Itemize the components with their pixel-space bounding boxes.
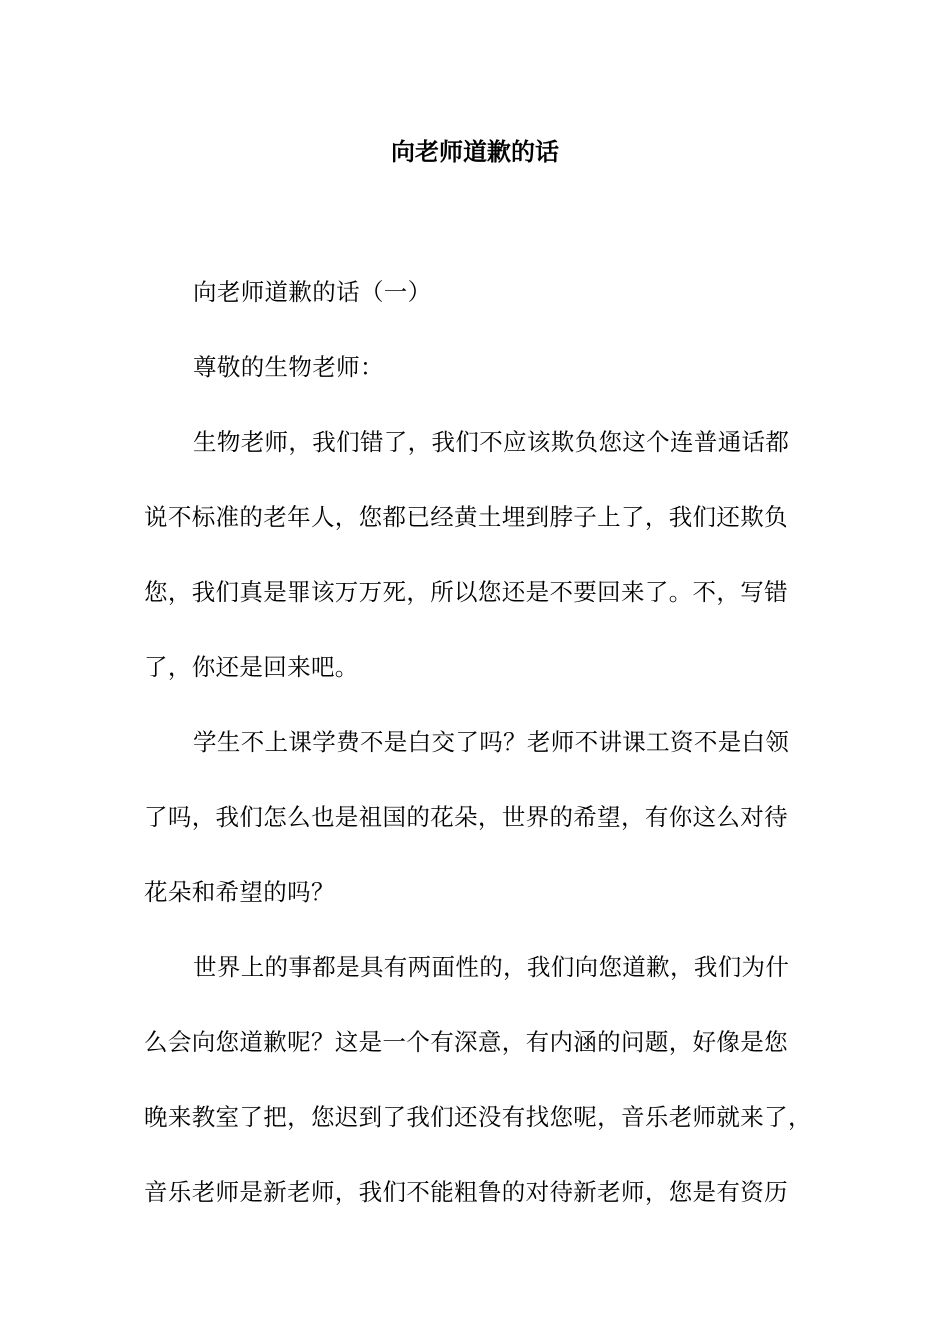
section-heading: 向老师道歉的话（一） bbox=[193, 278, 432, 306]
paragraph-line: 您，我们真是罪该万万死，所以您还是不要回来了。不，写错 bbox=[144, 578, 788, 606]
paragraph-line: 了吗，我们怎么也是祖国的花朵，世界的希望，有你这么对待 bbox=[144, 803, 788, 831]
paragraph-line: 么会向您道歉呢？这是一个有深意，有内涵的问题，好像是您 bbox=[144, 1028, 788, 1056]
paragraph-line: 生物老师，我们错了，我们不应该欺负您这个连普通话都 bbox=[193, 428, 790, 456]
document-title: 向老师道歉的话 bbox=[391, 137, 559, 166]
document-body bbox=[144, 255, 824, 1230]
paragraph-line: 晚来教室了把，您迟到了我们还没有找您呢，音乐老师就来了， bbox=[144, 1103, 812, 1131]
paragraph-line: 世界上的事都是具有两面性的，我们向您道歉，我们为什 bbox=[193, 953, 790, 981]
paragraph-line: 花朵和希望的吗？ bbox=[144, 878, 335, 906]
paragraph-line: 了，你还是回来吧。 bbox=[144, 653, 359, 681]
paragraph-line: 音乐老师是新老师，我们不能粗鲁的对待新老师，您是有资历 bbox=[144, 1178, 788, 1206]
paragraph-line: 说不标准的老年人，您都已经黄土埋到脖子上了，我们还欺负 bbox=[144, 503, 788, 531]
salutation: 尊敬的生物老师： bbox=[193, 353, 384, 381]
paragraph-line: 学生不上课学费不是白交了吗？老师不讲课工资不是白领 bbox=[193, 728, 790, 756]
